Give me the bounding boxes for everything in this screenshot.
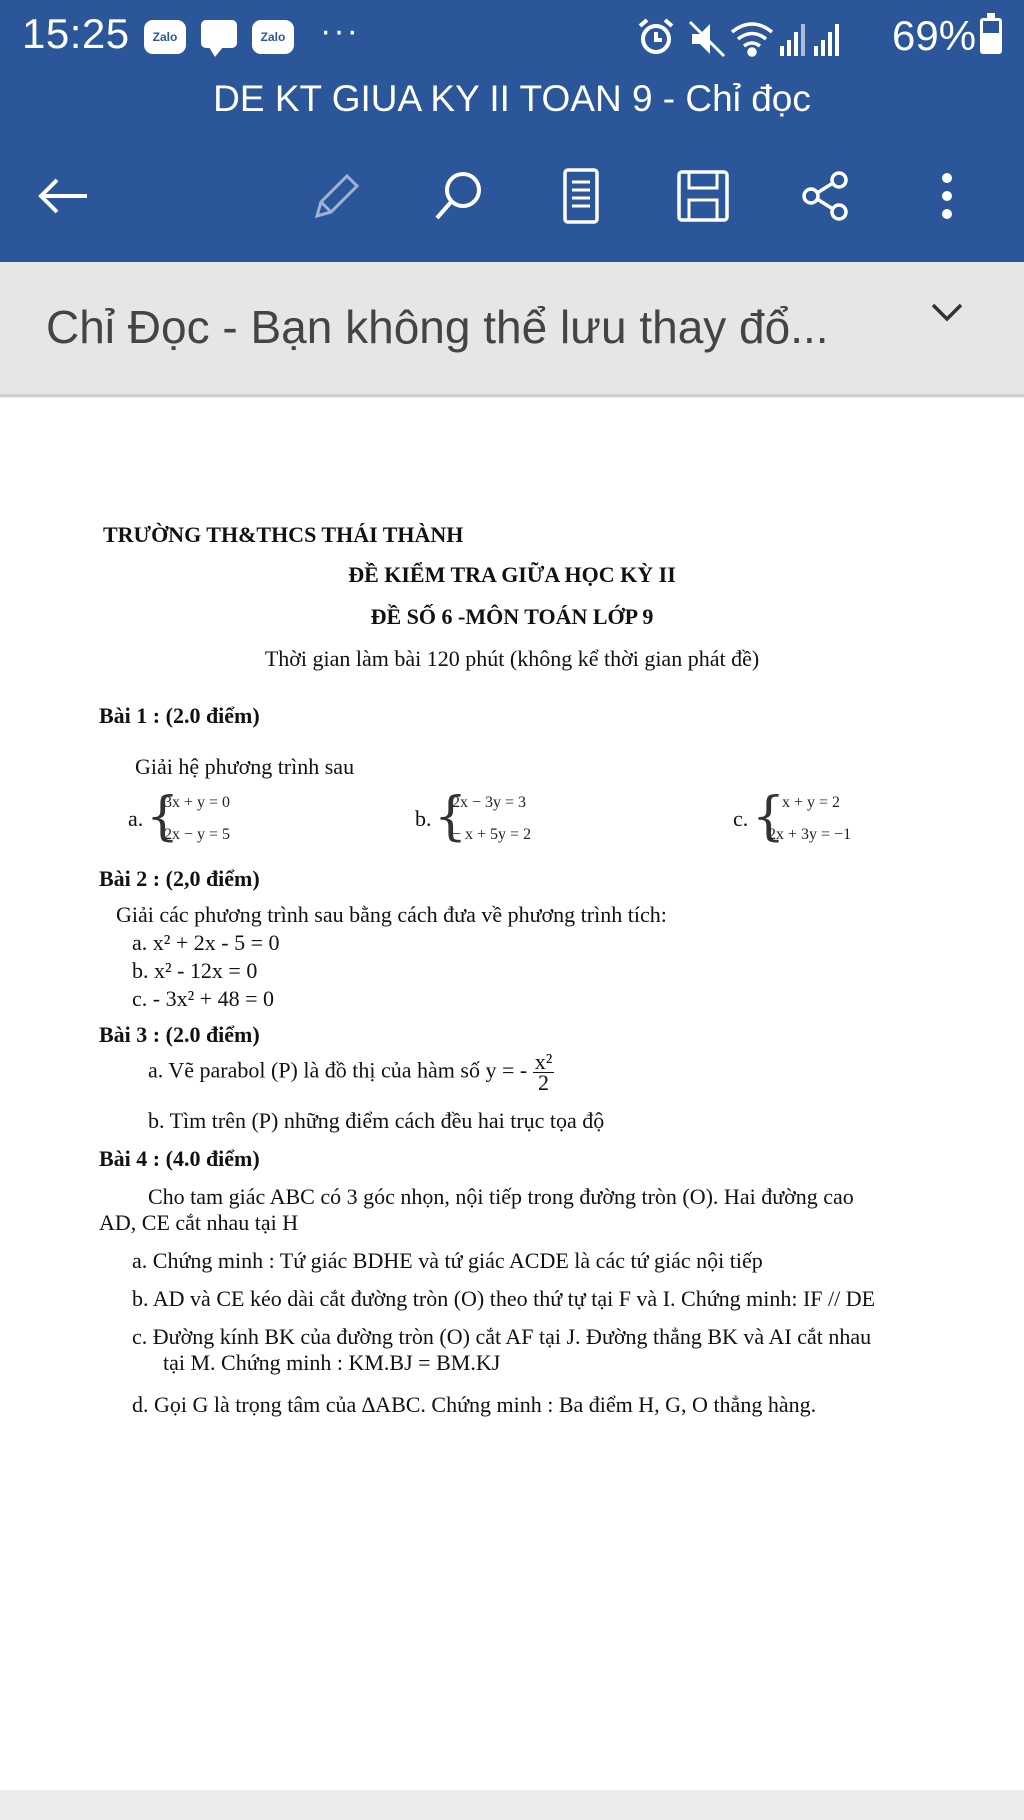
system-c-eq1: x + y = 2 (782, 794, 841, 811)
fraction-denominator: 2 (537, 1070, 549, 1095)
bai2-item-b: b. x² - 12x = 0 (132, 958, 258, 983)
back-arrow-icon (35, 176, 91, 216)
school-name: TRƯỜNG TH&THCS THÁI THÀNH (103, 522, 464, 547)
bai3-item-a (148, 1049, 554, 1095)
system-c-label: c. (733, 806, 749, 831)
status-icons (634, 12, 844, 62)
bai1-heading: Bài 1 : (2.0 điểm) (99, 703, 260, 728)
bai2-item-a: a. x² + 2x - 5 = 0 (132, 930, 280, 955)
bai4-intro-line1: Cho tam giác ABC có 3 góc nhọn, nội tiếp trong đường tròn (O). Hai đường cao (148, 1184, 854, 1209)
reading-view-button[interactable] (546, 160, 616, 232)
more-notifications: ··· (320, 12, 360, 50)
fraction-numerator: x² (534, 1049, 553, 1074)
search-icon (431, 168, 487, 224)
bai4-item-b: b. AD và CE kéo dài cắt đường tròn (O) theo thứ tự tại F và I. Chứng minh: IF // DE (132, 1286, 876, 1311)
document-title: DE KT GIUA KY II TOAN 9 - Chỉ đọc (213, 78, 811, 119)
edit-button[interactable] (300, 160, 370, 232)
signal-icon (780, 24, 805, 56)
save-icon (675, 168, 731, 224)
share-icon (797, 168, 853, 224)
battery-percentage: 69% (892, 12, 977, 59)
app-bar (0, 0, 1024, 262)
chevron-down-icon[interactable] (930, 302, 964, 322)
bai3-heading: Bài 3 : (2.0 điểm) (99, 1022, 260, 1047)
alarm-icon (640, 20, 672, 52)
exam-title: ĐỀ KIỂM TRA GIỮA HỌC KỲ II (348, 562, 676, 587)
message-icon (201, 20, 237, 48)
document-page (0, 398, 1024, 1790)
bai2-item-c: c. - 3x² + 48 = 0 (132, 986, 275, 1011)
bai2-intro: Giải các phương trình sau bằng cách đưa về phương trình tích: (116, 902, 667, 927)
system-b-eq2: − x + 5y = 2 (452, 826, 532, 843)
more-vertical-icon (937, 168, 957, 224)
bai3-item-a-text: a. Vẽ parabol (P) là đồ thị của hàm số y = - (148, 1057, 528, 1083)
exam-subtitle: ĐỀ SỐ 6 -MÔN TOÁN LỚP 9 (370, 604, 654, 629)
toolbar (0, 160, 1024, 232)
bai4-item-d: d. Gọi G là trọng tâm của ∆ABC. Chứng minh : Ba điểm H, G, O thẳng hàng. (132, 1392, 817, 1417)
save-button[interactable] (668, 160, 738, 232)
search-button[interactable] (424, 160, 494, 232)
bai1-intro: Giải hệ phương trình sau (135, 754, 355, 779)
document-view-icon (561, 168, 601, 224)
bai4-item-c-line2: tại M. Chứng minh : KM.BJ = BM.KJ (163, 1350, 501, 1375)
bai2-heading: Bài 2 : (2,0 điểm) (99, 866, 260, 891)
read-only-message: Chỉ Đọc - Bạn không thể lưu thay đổ... (46, 301, 829, 353)
bai3-item-b: b. Tìm trên (P) những điểm cách đều hai trục tọa độ (148, 1108, 605, 1133)
brace: { (752, 787, 786, 847)
status-bar (0, 0, 1024, 74)
zalo-icon: Zalo (252, 20, 294, 54)
share-button[interactable] (790, 160, 860, 232)
bai4-intro-line2: AD, CE cắt nhau tại H (99, 1210, 299, 1235)
more-options-button[interactable] (912, 160, 982, 232)
status-time: 15:25 (22, 10, 130, 57)
brace: { (146, 787, 180, 847)
bai4-item-c-line1: c. Đường kính BK của đường tròn (O) cắt AF tại J. Đường thẳng BK và AI cắt nhau (132, 1324, 872, 1349)
mute-icon (690, 22, 724, 56)
system-a-eq1: 3x + y = 0 (164, 794, 231, 811)
signal-icon (814, 24, 839, 56)
battery-icon (980, 18, 1002, 54)
system-b-eq1: 2x − 3y = 3 (452, 794, 527, 811)
system-b-label: b. (415, 806, 432, 831)
brace: { (434, 787, 468, 847)
bai4-heading: Bài 4 : (4.0 điểm) (99, 1146, 260, 1171)
system-c-eq2: 2x + 3y = −1 (768, 826, 852, 843)
fraction (533, 1049, 555, 1095)
time-note: Thời gian làm bài 120 phút (không kể thời gian phát đề) (264, 646, 760, 671)
read-only-banner[interactable] (0, 262, 1024, 397)
back-button[interactable] (28, 160, 98, 232)
wifi-icon (732, 24, 772, 55)
bai4-item-a: a. Chứng minh : Tứ giác BDHE và tứ giác ACDE là các tứ giác nội tiếp (132, 1248, 763, 1273)
system-a-label: a. (128, 806, 144, 831)
zalo-icon: Zalo (144, 20, 186, 54)
system-a-eq2: 2x − y = 5 (164, 826, 231, 843)
pencil-icon (307, 168, 363, 224)
